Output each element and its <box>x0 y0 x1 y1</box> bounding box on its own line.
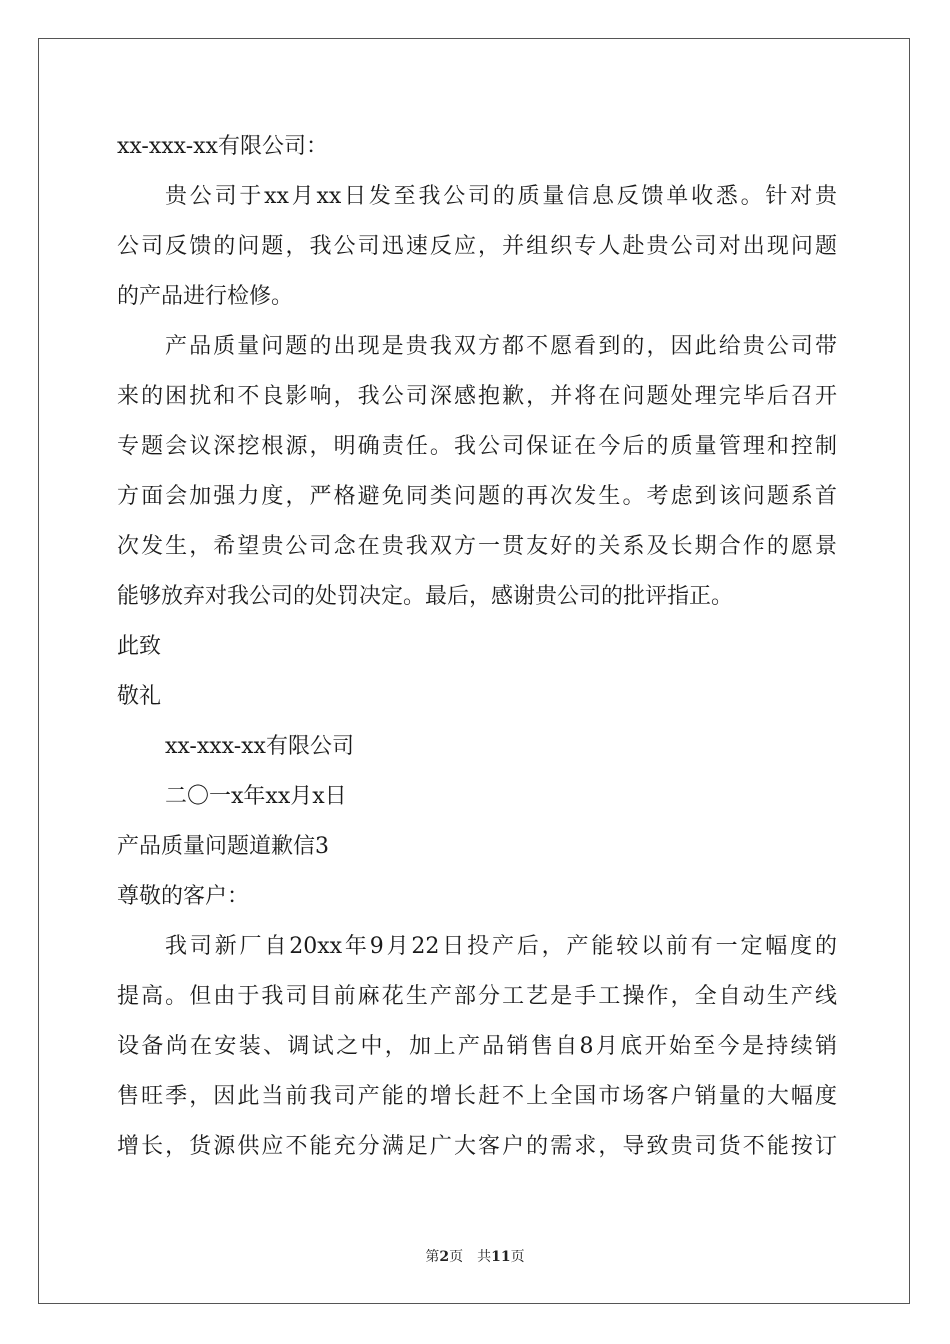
footer-prefix: 第 <box>425 1249 440 1265</box>
text-line: 贵公司于xx月xx日发至我公司的质量信息反馈单收悉。针对贵 <box>165 184 837 209</box>
text-line: 售旺季，因此当前我司产能的增长赶不上全国市场客户销量的大幅度 <box>117 1084 837 1109</box>
document-body <box>117 122 837 1172</box>
footer-page-number: 2 <box>439 1249 450 1265</box>
text-line: 方面会加强力度，严格避免同类问题的再次发生。考虑到该问题系首 <box>117 484 837 509</box>
letter1-paragraph-1 <box>117 172 837 322</box>
letter1-salutation: xx-xxx-xx有限公司： <box>117 134 328 159</box>
text-line: 增长，货源供应不能充分满足广大客户的需求，导致贵司货不能按订 <box>117 1134 837 1159</box>
letter2-paragraph-1 <box>117 922 837 1172</box>
text-line: 产品质量问题的出现是贵我双方都不愿看到的，因此给贵公司带 <box>165 334 837 359</box>
footer-suffix: 页 <box>510 1249 525 1265</box>
page-footer <box>0 1246 950 1266</box>
text-line: 次发生，希望贵公司念在贵我双方一贯友好的关系及长期合作的愿景 <box>117 534 837 559</box>
text-line: 来的困扰和不良影响，我公司深感抱歉，并将在问题处理完毕后召开 <box>117 384 837 409</box>
text-line: 设备尚在安装、调试之中，加上产品销售自8月底开始至今是持续销 <box>117 1034 837 1059</box>
letter2-salutation: 尊敬的客户： <box>117 884 250 909</box>
text-line: 我司新厂自20xx年9月22日投产后，产能较以前有一定幅度的 <box>165 934 837 959</box>
closing-jing-li: 敬礼 <box>117 684 162 709</box>
letter1-paragraph-2 <box>117 322 837 622</box>
text-line: 专题会议深挖根源，明确责任。我公司保证在今后的质量管理和控制 <box>117 434 837 459</box>
signature-company: xx-xxx-xx有限公司 <box>165 734 354 759</box>
text-line: 的产品进行检修。 <box>117 284 294 309</box>
signature-date: 二〇一x年xx月x日 <box>165 784 347 809</box>
letter2-title: 产品质量问题道歉信3 <box>117 834 329 859</box>
text-line: 提高。但由于我司目前麻花生产部分工艺是手工操作，全自动生产线 <box>117 984 837 1009</box>
text-line: 公司反馈的问题，我公司迅速反应，并组织专人赴贵公司对出现问题 <box>117 234 837 259</box>
closing-ci-zhi: 此致 <box>117 634 162 659</box>
text-line: 能够放弃对我公司的处罚决定。最后，感谢贵公司的批评指正。 <box>117 584 734 609</box>
footer-total-pages: 11 <box>491 1249 511 1265</box>
footer-middle: 页 共 <box>449 1249 492 1265</box>
